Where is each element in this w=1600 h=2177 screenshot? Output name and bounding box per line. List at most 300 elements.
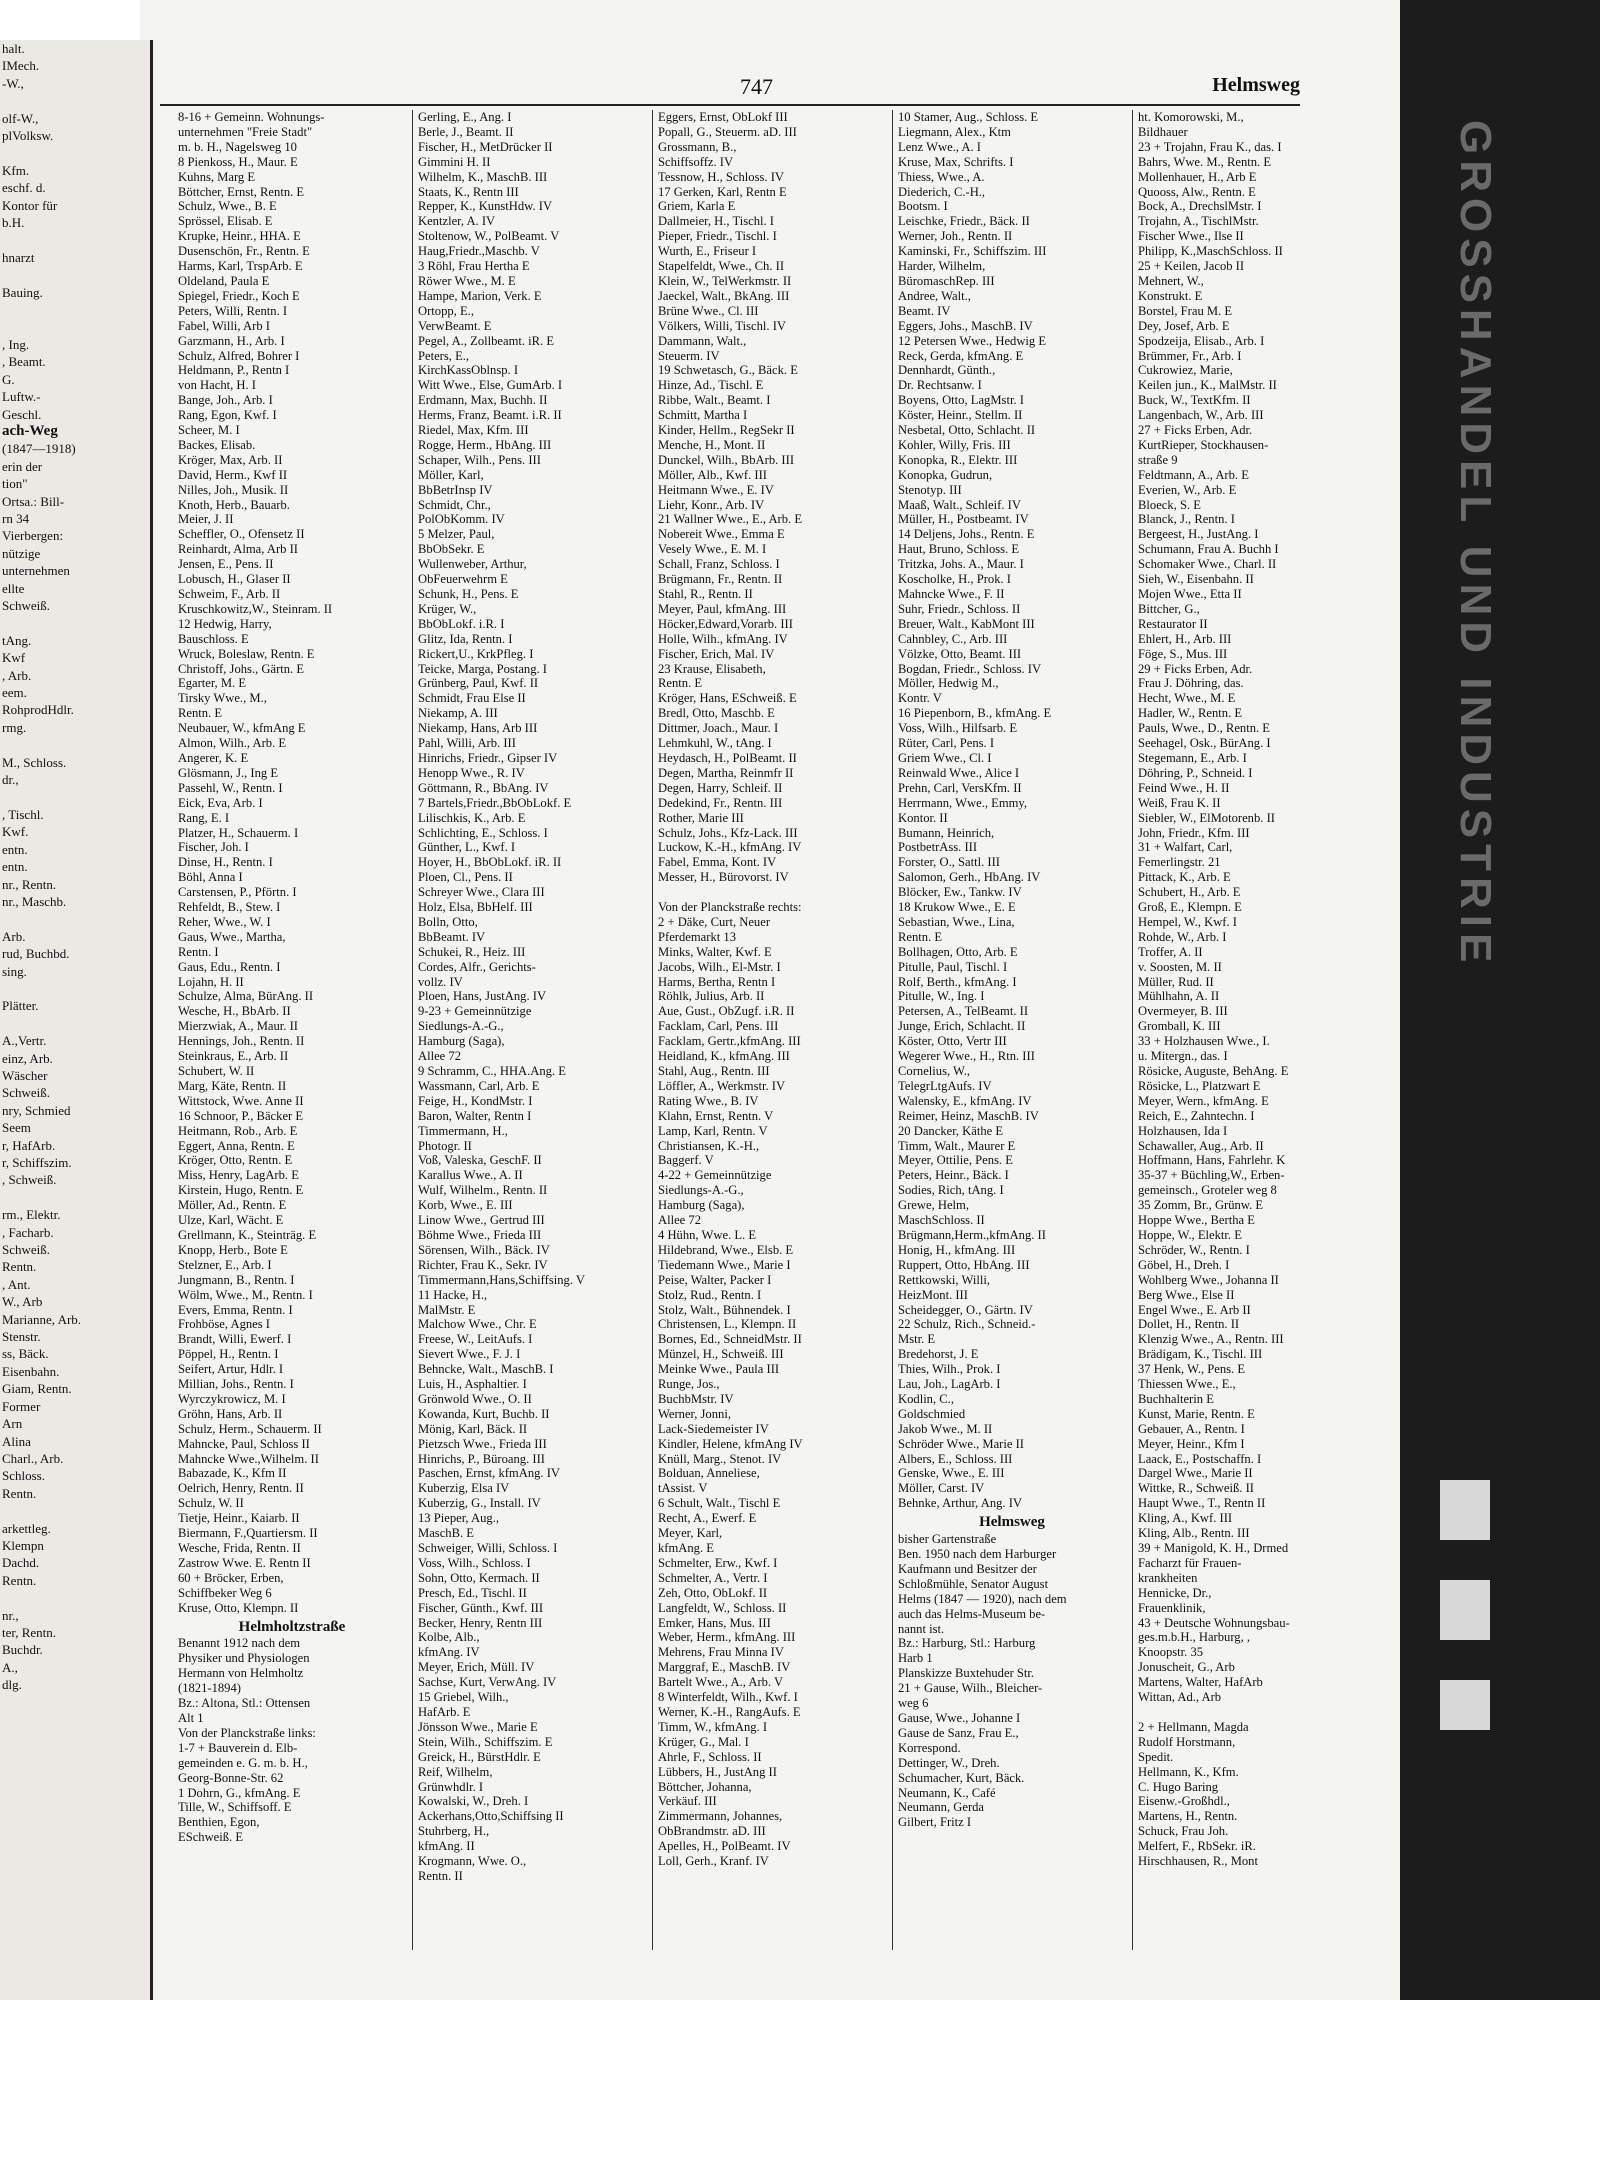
directory-entry: Schaper, Wilh., Pens. III xyxy=(418,452,541,467)
strip-line: Vierbergen: xyxy=(2,528,64,544)
directory-entry: Von der Planckstraße rechts: xyxy=(658,900,802,915)
directory-entry: Verkäuf. III xyxy=(658,1794,717,1809)
directory-entry: Mahncke Wwe., F. II xyxy=(898,587,1005,601)
directory-entry: Gebauer, A., Rentn. I xyxy=(1138,1421,1245,1436)
strip-line: unternehmen xyxy=(2,563,70,579)
directory-entry: Tille, W., Schiffsoff. E xyxy=(178,1800,292,1815)
directory-entry: Everien, W., Arb. E xyxy=(1138,482,1237,497)
directory-entry: Lack-Siedemeister IV xyxy=(658,1421,769,1436)
street-heading: Helmholtzstraße xyxy=(238,1618,346,1635)
directory-entry: Schmidt, Frau Else II xyxy=(418,691,526,706)
directory-entry: 8 Pienkoss, H., Maur. E xyxy=(178,154,298,169)
directory-entry: Erdmann, Max, Buchh. II xyxy=(418,393,548,408)
directory-entry: Kruse, Otto, Klempn. II xyxy=(178,1600,299,1615)
directory-entry: Fischer, Joh. I xyxy=(178,840,249,855)
directory-entry: 1-7 + Bauverein d. Elb- xyxy=(178,1740,298,1755)
strip-line: Schweiß. xyxy=(2,1085,51,1101)
directory-entry: Liegmann, Alex., Ktm xyxy=(898,124,1011,139)
directory-entry: Stein, Wilh., Schiffszim. E xyxy=(418,1734,553,1749)
directory-entry: Angerer, K. E xyxy=(178,750,249,765)
directory-entry: nannt ist. xyxy=(898,1621,945,1636)
directory-entry: Popall, G., Steuerm. aD. III xyxy=(658,124,797,139)
directory-entry: Hoyer, H., BbObLokf. iR. II xyxy=(418,855,562,870)
directory-entry: Lojahn, H. II xyxy=(178,974,244,989)
directory-entry: Meyer, Karl, xyxy=(658,1526,723,1541)
directory-entry: Bogdan, Friedr., Schloss. IV xyxy=(898,661,1042,676)
directory-entry: Peters, Heinr., Bäck. I xyxy=(898,1168,1009,1183)
directory-entry: Ploen, Hans, JustAng. IV xyxy=(418,989,547,1004)
directory-entry: Mollenhauer, H., Arb E xyxy=(1138,169,1257,184)
directory-entry: Hoffmann, Hans, Fahrlehr. K xyxy=(1138,1153,1286,1168)
directory-entry: Pitulle, Paul, Tischl. I xyxy=(898,959,1008,974)
strip-line: Kontor für xyxy=(2,197,58,213)
directory-entry: von Hacht, H. I xyxy=(178,378,256,393)
strip-line: Plätter. xyxy=(2,998,39,1014)
directory-entry: Zeh, Otto, ObLokf. II xyxy=(658,1585,768,1600)
directory-entry: Krüger, G., Mal. I xyxy=(658,1734,749,1749)
page-number: 747 xyxy=(740,74,773,99)
directory-entry: Sebastian, Wwe., Lina, xyxy=(898,914,1015,929)
directory-entry: Paschen, Ernst, kfmAng. IV xyxy=(418,1466,561,1481)
strip-line: RohprodHdlr. xyxy=(2,702,74,718)
directory-entry: Dinse, H., Rentn. I xyxy=(178,855,273,870)
directory-entry: Dedekind, Fr., Rentn. III xyxy=(658,795,783,810)
directory-entry: Ahrle, F., Schloss. II xyxy=(658,1749,762,1764)
directory-entry: Rohde, W., Arb. I xyxy=(1138,929,1227,944)
directory-entry: Haut, Bruno, Schloss. E xyxy=(898,542,1020,557)
directory-entry: Haug,Friedr.,Maschb. V xyxy=(418,244,540,259)
directory-entry: gemeinsch., Groteler weg 8 xyxy=(1138,1183,1277,1198)
directory-entry: 27 + Ficks Erben, Adr. xyxy=(1138,423,1253,438)
directory-entry: Schröder, W., Rentn. I xyxy=(1138,1242,1250,1257)
directory-entry: Tirsky Wwe., M., xyxy=(178,691,267,706)
directory-entry: Eggers, Johs., MaschB. IV xyxy=(898,318,1033,333)
directory-entry: 23 Krause, Elisabeth, xyxy=(658,661,766,676)
directory-entry: Vesely Wwe., E. M. I xyxy=(658,542,767,557)
directory-entry: Ehlert, H., Arb. III xyxy=(1138,631,1232,646)
strip-line: rmg. xyxy=(2,719,27,735)
adjacent-page-strip xyxy=(0,40,153,2000)
directory-entry: Leischke, Friedr., Bäck. II xyxy=(898,214,1030,229)
directory-entry: Eggers, Ernst, ObLokf III xyxy=(658,110,788,124)
directory-entry: 29 + Ficks Erben, Adr. xyxy=(1138,661,1253,676)
directory-entry: Bornes, Ed., SchneidMstr. II xyxy=(658,1332,802,1347)
directory-entry: Schall, Franz, Schloss. I xyxy=(658,557,780,572)
directory-entry: Mahncke Wwe.,Wilhelm. II xyxy=(178,1451,319,1466)
directory-entry: Hinrichs, P., Büroang. III xyxy=(418,1451,545,1466)
directory-entry: Möller, Alb., Kwf. III xyxy=(658,467,767,482)
directory-entry: C. Hugo Baring xyxy=(1138,1779,1219,1794)
directory-entry: Henopp Wwe., R. IV xyxy=(418,765,525,780)
directory-entry: Bock, A., DrechslMstr. I xyxy=(1138,199,1262,214)
directory-entry: Kowalski, W., Dreh. I xyxy=(418,1794,529,1809)
directory-entry: Hennings, Joh., Rentn. II xyxy=(178,1034,305,1049)
strip-line: (1847—1918) xyxy=(2,441,76,457)
directory-entry: Forster, O., Sattl. III xyxy=(898,855,1000,870)
directory-entry: Gromball, K. III xyxy=(1138,1019,1221,1034)
directory-entry: Harder, Wilhelm, xyxy=(898,259,986,274)
directory-entry: Siebler, W., ElMotorenb. II xyxy=(1138,810,1275,825)
directory-entry: Timmermann,Hans,Schiffsing. V xyxy=(418,1272,585,1287)
directory-entry: Kruschkowitz,W., Steinram. II xyxy=(178,601,333,616)
strip-line: plVolksw. xyxy=(2,128,54,144)
strip-line: Rentn. xyxy=(2,1485,37,1501)
directory-entry: Ribbe, Walt., Beamt. I xyxy=(658,393,771,408)
directory-entry: Lau, Joh., LagArb. I xyxy=(898,1377,1001,1392)
strip-line: , Ant. xyxy=(2,1276,31,1292)
strip-line: , Arb. xyxy=(2,667,32,683)
directory-entry: Prehn, Carl, VersKfm. II xyxy=(898,780,1022,795)
directory-entry: Bootsm. I xyxy=(898,199,948,214)
directory-entry: Oldeland, Paula E xyxy=(178,273,270,288)
directory-entry: Kröger, Max, Arb. II xyxy=(178,452,283,467)
directory-entry: Wulf, Wilhelm., Rentn. II xyxy=(418,1183,548,1198)
column-divider xyxy=(1132,110,1133,1950)
directory-entry: Eisenw.-Großhdl., xyxy=(1138,1794,1230,1809)
directory-entry: Beamt. IV xyxy=(898,303,951,318)
strip-line: entn. xyxy=(2,859,28,875)
directory-entry: Philipp, K.,MaschSchloss. II xyxy=(1138,244,1283,259)
strip-line: Stenstr. xyxy=(2,1329,41,1345)
directory-entry: Kohler, Willy, Fris. III xyxy=(898,437,1011,452)
column-1 xyxy=(178,110,406,1950)
directory-entry: Böhl, Anna I xyxy=(178,870,243,885)
directory-entry: Nilles, Joh., Musik. II xyxy=(178,482,289,497)
strip-line: A.,Vertr. xyxy=(2,1033,47,1049)
directory-entry: Riedel, Max, Kfm. III xyxy=(418,423,529,438)
directory-entry xyxy=(1138,1705,1366,1720)
column-3 xyxy=(658,110,886,1950)
directory-entry: BbObLokf. i.R. I xyxy=(418,616,505,631)
directory-entry: Schunk, H., Pens. E xyxy=(418,587,519,601)
directory-entry: Linow Wwe., Gertrud III xyxy=(418,1213,545,1228)
directory-entry: Dennhardt, Günth., xyxy=(898,363,996,378)
directory-entry: Dallmeier, H., Tischl. I xyxy=(658,214,774,229)
strip-line: eschf. d. xyxy=(2,180,46,196)
directory-entry: Gilbert, Fritz I xyxy=(898,1815,972,1830)
directory-entry: Engel Wwe., E. Arb II xyxy=(1138,1302,1251,1317)
strip-line xyxy=(0,92,150,109)
directory-entry: Wesche, H., BbArb. II xyxy=(178,1004,291,1019)
directory-entry: Schiffsoffz. IV xyxy=(658,154,734,169)
directory-entry: Kröger, Otto, Rentn. E xyxy=(178,1153,293,1168)
strip-line xyxy=(0,266,150,283)
directory-entry: Alt 1 xyxy=(178,1710,204,1725)
strip-line: tion" xyxy=(2,476,28,492)
directory-entry: Backes, Elisab. xyxy=(178,437,256,452)
directory-entry: 16 Piepenborn, B., kfmAng. E xyxy=(898,706,1052,721)
directory-entry: Schmidt, Chr., xyxy=(418,497,491,512)
directory-entry: Griem, Karla E xyxy=(658,199,736,214)
directory-entry: gemeinden e. G. m. b. H., xyxy=(178,1755,308,1770)
directory-entry: Wruck, Boleslaw, Rentn. E xyxy=(178,646,315,661)
directory-entry: Gaus, Edu., Rentn. I xyxy=(178,959,281,974)
directory-entry: 31 + Walfart, Carl, xyxy=(1138,840,1233,855)
directory-entry: Brandt, Willi, Ewerf. I xyxy=(178,1332,292,1347)
directory-entry: Kowanda, Kurt, Buchb. II xyxy=(418,1406,550,1421)
directory-entry: Kentzler, A. IV xyxy=(418,214,496,229)
directory-entry: Ortopp, E., xyxy=(418,303,474,318)
directory-entry: Knüll, Marg., Stenot. IV xyxy=(658,1451,782,1466)
directory-entry: Bartelt Wwe., A., Arb. V xyxy=(658,1675,784,1690)
directory-entry: Rentn. E xyxy=(898,929,943,944)
directory-entry: Schmelter, Erw., Kwf. I xyxy=(658,1555,778,1570)
strip-line xyxy=(0,1589,150,1606)
directory-entry: Timmermann, H., xyxy=(418,1123,508,1138)
directory-entry: Freese, W., LeitAufs. I xyxy=(418,1332,533,1347)
directory-entry: Hoppe, W., Elektr. E xyxy=(1138,1227,1242,1242)
directory-entry: Egarter, M. E xyxy=(178,676,247,691)
directory-entry: Siedlungs-A.-G., xyxy=(658,1183,744,1198)
directory-entry: Teicke, Marga, Postang. I xyxy=(418,661,547,676)
directory-entry: Pieper, Friedr., Tischl. I xyxy=(658,229,777,244)
strip-line: Former xyxy=(2,1398,41,1414)
directory-entry: Möller, Hedwig M., xyxy=(898,676,999,691)
directory-entry: Timm, W., kfmAng. I xyxy=(658,1719,768,1734)
directory-entry: Föge, S., Mus. III xyxy=(1138,646,1228,661)
strip-line: , Ing. xyxy=(2,336,30,352)
directory-entry: Gerling, E., Ang. I xyxy=(418,110,512,124)
directory-entry: Becker, Henry, Rentn III xyxy=(418,1615,543,1630)
directory-entry: Degen, Harry, Schleif. II xyxy=(658,780,783,795)
directory-entry: Carstensen, P., Pförtn. I xyxy=(178,885,297,900)
directory-entry: Böttcher, Johanna, xyxy=(658,1779,752,1794)
directory-entry: Dr. Rechtsanw. I xyxy=(898,378,982,393)
directory-entry: Ploen, Cl., Pens. II xyxy=(418,870,513,885)
directory-entry: Melfert, F., RbSekr. iR. xyxy=(1138,1839,1256,1854)
running-head: Helmsweg xyxy=(1212,74,1300,96)
directory-entry: Menche, H., Mont. II xyxy=(658,437,766,452)
directory-entry: Klahn, Ernst, Rentn. V xyxy=(658,1108,774,1123)
directory-entry: 12 Petersen Wwe., Hedwig E xyxy=(898,333,1047,348)
directory-entry: Restaurator II xyxy=(1138,616,1208,631)
directory-entry: Breuer, Walt., KabMont III xyxy=(898,616,1035,631)
directory-entry: Müller, Rud. II xyxy=(1138,974,1214,989)
directory-entry: Scheidegger, O., Gärtn. IV xyxy=(898,1302,1033,1317)
directory-entry: Christiansen, K.-H., xyxy=(658,1138,760,1153)
directory-entry: Helms (1847 — 1920), nach dem xyxy=(898,1591,1067,1606)
strip-line: nr., xyxy=(2,1607,19,1623)
directory-entry: Glösmann, J., Ing E xyxy=(178,765,279,780)
directory-entry: 25 + Keilen, Jacob II xyxy=(1138,259,1245,274)
directory-entry: Ben. 1950 nach dem Harburger xyxy=(898,1547,1057,1561)
directory-entry: Herrmann, Wwe., Emmy, xyxy=(898,795,1028,810)
strip-line xyxy=(0,788,150,805)
directory-entry: Emker, Hans, Mus. III xyxy=(658,1615,771,1630)
directory-entry: Rösicke, L., Platzwart E xyxy=(1138,1078,1261,1093)
directory-entry: Marg, Käte, Rentn. II xyxy=(178,1078,287,1093)
directory-entry: straße 9 xyxy=(1138,452,1178,467)
strip-line: , Tischl. xyxy=(2,806,44,822)
directory-entry: 17 Gerken, Karl, Rentn E xyxy=(658,184,787,199)
directory-entry: unternehmen "Freie Stadt" xyxy=(178,124,313,139)
directory-entry: Werner, Joh., Rentn. II xyxy=(898,229,1013,244)
directory-entry: Bredehorst, J. E xyxy=(898,1347,979,1362)
directory-entry: Mierzwiak, A., Maur. II xyxy=(178,1019,298,1034)
directory-entry: Frohböse, Agnes I xyxy=(178,1317,270,1332)
directory-entry: Hampe, Marion, Verk. E xyxy=(418,288,542,303)
directory-entry: Degen, Martha, Reinmfr II xyxy=(658,765,794,780)
directory-entry: vollz. IV xyxy=(418,974,463,989)
directory-entry: KurtRieper, Stockhausen- xyxy=(1138,437,1269,452)
directory-entry: Mühlhahn, A. II xyxy=(1138,989,1220,1004)
directory-entry: Facklam, Carl, Pens. III xyxy=(658,1019,779,1034)
strip-line: Rentn. xyxy=(2,1259,37,1275)
directory-entry: Kontr. V xyxy=(898,691,942,706)
strip-line: A., xyxy=(2,1659,18,1675)
strip-line: entn. xyxy=(2,841,28,857)
directory-entry: Schuck, Frau Joh. xyxy=(1138,1824,1229,1839)
directory-entry: Rösicke, Auguste, BehAng. E xyxy=(1138,1064,1289,1078)
directory-entry: Wyrczykrowicz, M. I xyxy=(178,1391,286,1406)
directory-entry: MalMstr. E xyxy=(418,1302,476,1317)
strip-line: -W., xyxy=(2,75,24,91)
directory-entry: Koscholke, H., Prok. I xyxy=(898,572,1011,587)
directory-entry: Bahrs, Wwe. M., Rentn. E xyxy=(1138,154,1272,169)
directory-entry: Buck, W., TextKfm. II xyxy=(1138,393,1251,408)
directory-entry: Sievert Wwe., F. J. I xyxy=(418,1347,521,1362)
directory-entry: Pietzsch Wwe., Frieda III xyxy=(418,1436,547,1451)
directory-entry: Voss, Wilh., Schloss. I xyxy=(418,1555,531,1570)
directory-entry: Christensen, L., Klempn. II xyxy=(658,1317,797,1332)
directory-entry: Allee 72 xyxy=(418,1049,462,1064)
directory-entry: Rating Wwe., B. IV xyxy=(658,1093,759,1108)
directory-entry: Malchow Wwe., Chr. E xyxy=(418,1317,537,1332)
directory-entry: Dollet, H., Rentn. II xyxy=(1138,1317,1240,1332)
directory-entry: Oelrich, Henry, Rentn. II xyxy=(178,1481,304,1496)
directory-entry: Wesche, Frida, Rentn. II xyxy=(178,1541,301,1555)
directory-entry: Sörensen, Wilh., Bäck. IV xyxy=(418,1242,550,1257)
directory-entry: Kuberzig, G., Install. IV xyxy=(418,1496,541,1511)
directory-entry: Heitmann Wwe., E. IV xyxy=(658,482,774,497)
directory-entry: ESchweiß. E xyxy=(178,1830,244,1845)
directory-entry: Hempel, W., Kwf. I xyxy=(1138,914,1237,929)
directory-entry: Krogmann, Wwe. O., xyxy=(418,1854,527,1869)
directory-entry: Ulze, Karl, Wächt. E xyxy=(178,1213,284,1228)
directory-entry: Schreyer Wwe., Clara III xyxy=(418,885,545,900)
directory-entry: Klein, W., TelWerkmstr. II xyxy=(658,273,792,288)
directory-entry: Fischer Wwe., Ilse II xyxy=(1138,229,1244,244)
strip-line: Charl., Arb. xyxy=(2,1450,64,1466)
directory-entry: Lobusch, H., Glaser II xyxy=(178,572,291,587)
directory-entry: Meyer, Ottilie, Pens. E xyxy=(898,1153,1013,1168)
directory-entry: Sieh, W., Eisenbahn. II xyxy=(1138,572,1254,587)
strip-line xyxy=(0,319,150,336)
directory-entry: Niekamp, A. III xyxy=(418,706,498,721)
directory-entry: Jakob Wwe., M. II xyxy=(898,1421,993,1436)
directory-entry: Jonuscheit, G., Arb xyxy=(1138,1660,1235,1675)
directory-entry: BuchbMstr. IV xyxy=(658,1391,734,1406)
directory-entry: Rehfeldt, B., Stew. I xyxy=(178,900,281,915)
strip-line: Arn xyxy=(2,1416,23,1432)
directory-entry: Cukrowiez, Marie, xyxy=(1138,363,1233,378)
strip-line xyxy=(0,1502,150,1519)
directory-entry: Tessnow, H., Schloss. IV xyxy=(658,169,784,184)
directory-entry: Wurth, E., Friseur I xyxy=(658,244,757,259)
directory-entry: Rang, Egon, Kwf. I xyxy=(178,408,277,423)
directory-entry: Rentn. II xyxy=(418,1868,463,1883)
strip-line: Kwf xyxy=(2,650,26,666)
directory-entry: Kruse, Max, Schrifts. I xyxy=(898,154,1014,169)
directory-entry: Böttcher, Ernst, Rentn. E xyxy=(178,184,305,199)
directory-entry: u. Mitergn., das. I xyxy=(1138,1049,1228,1064)
directory-entry: Münzel, H., Schweiß. III xyxy=(658,1347,784,1362)
directory-entry: Pöppel, H., Rentn. I xyxy=(178,1347,279,1362)
directory-entry: Krupke, Heinr., HHA. E xyxy=(178,229,301,244)
directory-entry: Baron, Walter, Rentn I xyxy=(418,1108,532,1123)
directory-entry: Siedlungs-A.-G., xyxy=(418,1019,504,1034)
directory-entry: Griem Wwe., Cl. I xyxy=(898,750,992,765)
strip-line: Giam, Rentn. xyxy=(2,1381,72,1397)
directory-entry: 21 + Gause, Wilh., Bleicher- xyxy=(898,1681,1043,1696)
directory-entry: Nesbetal, Otto, Schlacht. II xyxy=(898,423,1036,438)
directory-entry: Gimmini H. II xyxy=(418,154,491,169)
directory-entry: Dusenschön, Fr., Rentn. E xyxy=(178,244,310,259)
directory-entry: Schulze, Alma, BürAng. II xyxy=(178,989,314,1004)
directory-entry: Konopka, R., Elektr. III xyxy=(898,452,1018,467)
edge-block xyxy=(1440,1580,1490,1640)
directory-entry: 13 Pieper, Aug., xyxy=(418,1511,499,1526)
directory-entry: Honig, H., kfmAng. III xyxy=(898,1242,1016,1257)
directory-entry: Werner, Jonni, xyxy=(658,1406,731,1421)
directory-entry: Aue, Gust., ObZugf. i.R. II xyxy=(658,1004,795,1019)
directory-entry: 6 Schult, Walt., Tischl E xyxy=(658,1496,781,1511)
directory-entry: Rolf, Berth., kfmAng. I xyxy=(898,974,1017,989)
directory-entry: Ackerhans,Otto,Schiffsing II xyxy=(418,1809,564,1824)
directory-entry: Kröger, Hans, ESchweiß. E xyxy=(658,691,797,706)
directory-entry: Kinder, Hellm., RegSekr II xyxy=(658,423,795,438)
directory-entry: Blanck, J., Rentn. I xyxy=(1138,512,1235,527)
directory-entry: Feldtmann, A., Arb. E xyxy=(1138,467,1249,482)
directory-entry: Keilen jun., K., MalMstr. II xyxy=(1138,378,1277,393)
directory-entry: Von der Planckstraße links: xyxy=(178,1725,316,1740)
directory-entry: Schweim, F., Arb. II xyxy=(178,587,281,601)
directory-entry: Bz.: Altona, Stl.: Ottensen xyxy=(178,1696,311,1711)
strip-line: eem. xyxy=(2,685,27,701)
directory-entry: Rettkowski, Willi, xyxy=(898,1272,990,1287)
directory-entry: Staats, K., Rentn III xyxy=(418,184,519,199)
directory-entry: Kolbe, Alb., xyxy=(418,1630,480,1645)
directory-entry: Runge, Jos., xyxy=(658,1377,720,1392)
directory-entry: Bildhauer xyxy=(1138,124,1188,139)
directory-entry: Wittstock, Wwe. Anne II xyxy=(178,1093,304,1108)
directory-entry: Dargel Wwe., Marie II xyxy=(1138,1466,1253,1481)
directory-entry: ges.m.b.H., Harburg, , xyxy=(1138,1630,1251,1645)
directory-entry: Stolz, Walt., Bühnendek. I xyxy=(658,1302,791,1317)
directory-entry: Brügmann, Fr., Rentn. II xyxy=(658,572,783,587)
directory-entry: Steuerm. IV xyxy=(658,348,720,363)
directory-entry: Tietje, Heinr., Kaiarb. II xyxy=(178,1511,300,1526)
directory-entry: Berle, J., Beamt. II xyxy=(418,124,514,139)
directory-entry: Grewe, Helm, xyxy=(898,1198,969,1213)
strip-line: IMech. xyxy=(2,58,40,74)
directory-entry: Höcker,Edward,Vorarb. III xyxy=(658,616,793,631)
directory-entry: Walensky, E., kfmAng. IV xyxy=(898,1093,1032,1108)
strip-line: , Facharb. xyxy=(2,1224,54,1240)
directory-entry: Planskizze Buxtehuder Str. xyxy=(898,1666,1035,1681)
directory-entry: Femerlingstr. 21 xyxy=(1138,855,1221,870)
directory-entry: Peters, Willi, Rentn. I xyxy=(178,303,288,318)
directory-entry: Schumann, Frau A. Buchh I xyxy=(1138,542,1279,557)
directory-entry: Hinze, Ad., Tischl. E xyxy=(658,378,764,393)
directory-entry: Scheffler, O., Ofensetz II xyxy=(178,527,305,542)
directory-entry: Garzmann, H., Arb. I xyxy=(178,333,285,348)
directory-entry: Pitulle, W., Ing. I xyxy=(898,989,985,1004)
directory-entry: Kirstein, Hugo, Rentn. E xyxy=(178,1183,304,1198)
directory-entry: Krüger, W., xyxy=(418,601,477,616)
directory-entry: Hadler, W., Rentn. E xyxy=(1138,706,1243,721)
directory-entry: Stahl, R., Rentn. II xyxy=(658,587,753,601)
